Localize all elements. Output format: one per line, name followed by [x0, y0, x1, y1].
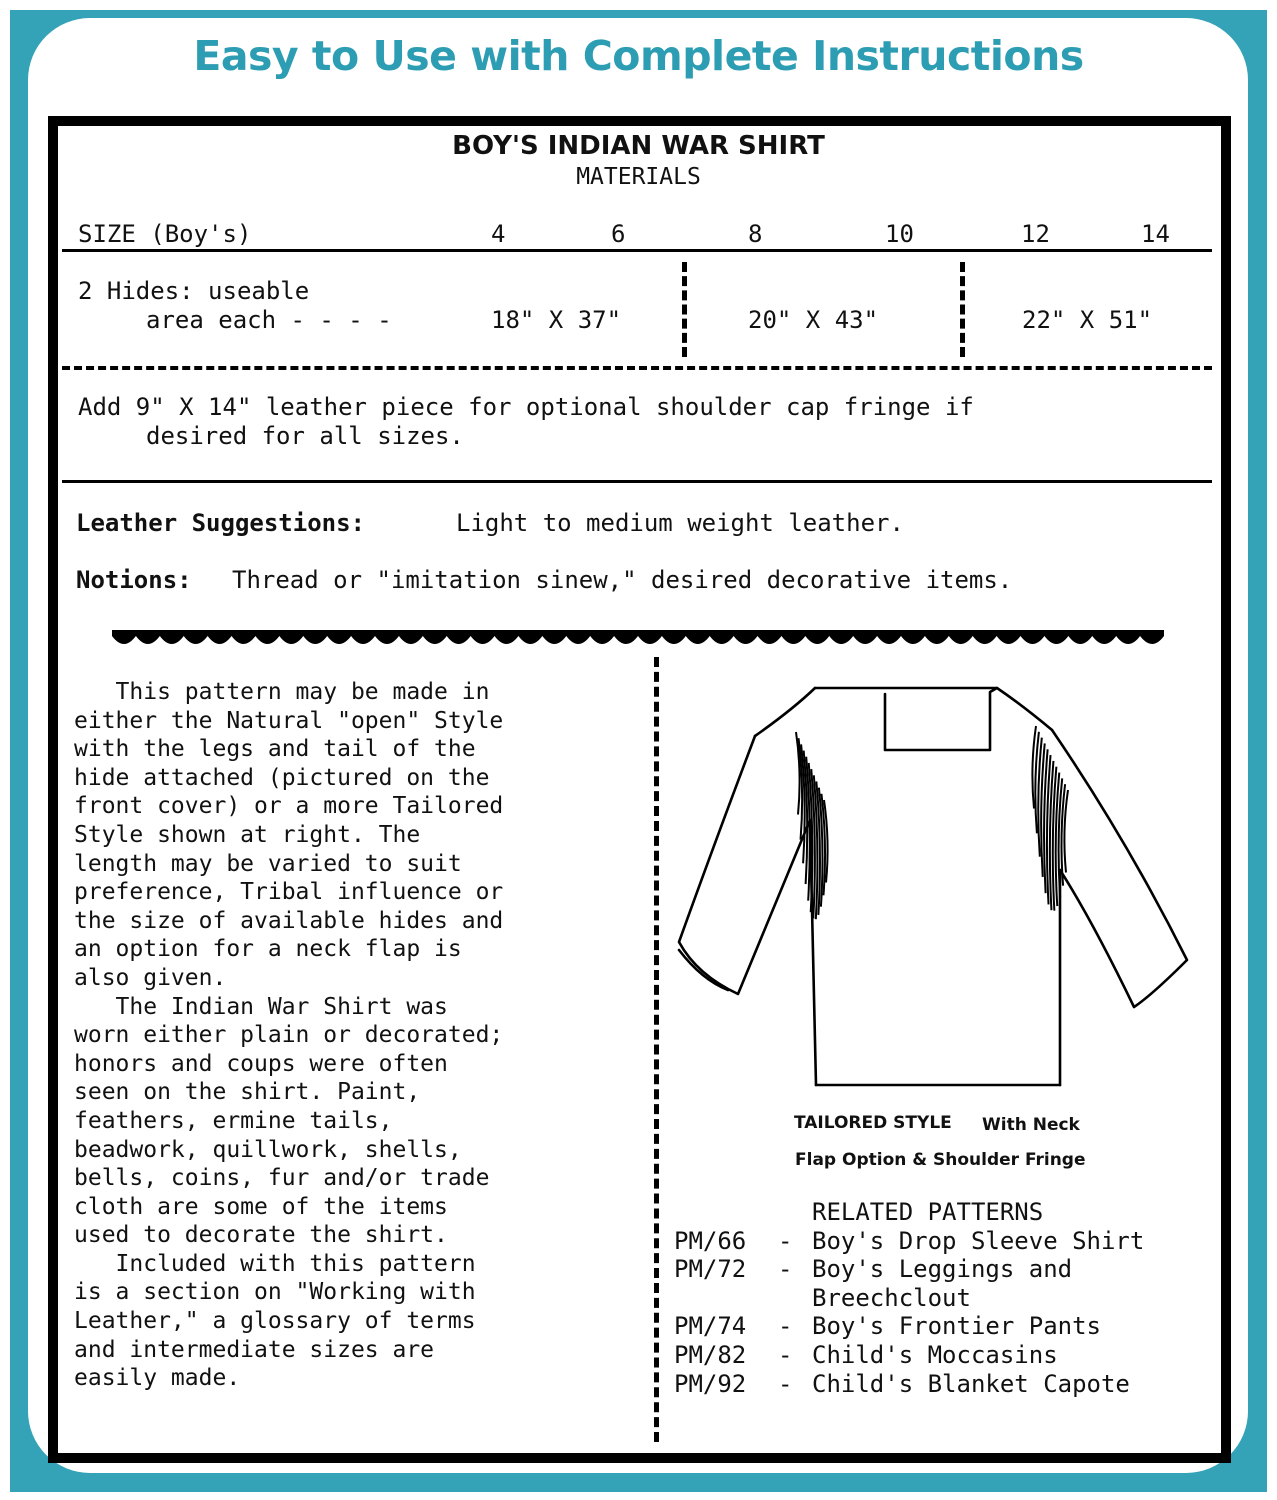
related-name: Boy's Drop Sleeve Shirt [812, 1227, 1145, 1255]
notions-label: Notions: [76, 566, 192, 594]
related-name: Child's Blanket Capote [812, 1370, 1130, 1398]
description-line: preference, Tribal influence or [74, 879, 504, 906]
description-line: seen on the shirt. Paint, [74, 1079, 421, 1106]
size-10: 10 [885, 220, 914, 248]
description-line: an option for a neck flap is [74, 936, 462, 963]
card-subtitle: MATERIALS [576, 164, 701, 190]
description-line: with the legs and tail of the [74, 736, 476, 763]
add-note-2: desired for all sizes. [146, 422, 464, 450]
description-line: The Indian War Shirt was [74, 993, 448, 1020]
description-line: cloth are some of the items [74, 1193, 448, 1220]
description-line: is a section on "Working with [74, 1279, 476, 1306]
illustration-caption-3: Flap Option & Shoulder Fringe [795, 1150, 1086, 1170]
description-line: length may be varied to suit [74, 850, 462, 877]
description-line: Leather," a glossary of terms [74, 1308, 476, 1335]
related-dash: - [778, 1312, 793, 1340]
notions-text: Thread or "imitation sinew," desired decorative items. [232, 566, 1013, 594]
related-code: PM/82 [674, 1341, 747, 1369]
leather-text: Light to medium weight leather. [456, 509, 904, 537]
size-14: 14 [1141, 220, 1170, 248]
scalloped-divider [112, 628, 1164, 652]
related-name: Breechclout [812, 1284, 971, 1312]
description-line: feathers, ermine tails, [74, 1107, 393, 1134]
related-code: PM/66 [674, 1227, 747, 1255]
illustration-caption-2: With Neck [982, 1115, 1080, 1135]
description-line: also given. [74, 964, 227, 991]
headline: Easy to Use with Complete Instructions [193, 32, 1084, 80]
description-text [74, 678, 641, 1393]
description-line: and intermediate sizes are [74, 1336, 435, 1363]
related-dash: - [778, 1227, 793, 1255]
size-6: 6 [611, 220, 626, 248]
related-code: PM/72 [674, 1255, 747, 1283]
hide-area-small: 18" X 37" [491, 306, 622, 334]
description-line: Included with this pattern [74, 1250, 476, 1277]
hides-label-2: area each - - - - [146, 306, 392, 334]
illustration-caption: TAILORED STYLE [794, 1113, 952, 1133]
description-line: Style shown at right. The [74, 821, 421, 848]
size-12: 12 [1021, 220, 1050, 248]
related-heading: RELATED PATTERNS [812, 1198, 1044, 1226]
description-line: worn either plain or decorated; [74, 1022, 504, 1049]
related-name: Boy's Leggings and [812, 1255, 1073, 1283]
size-row-rule [62, 249, 1212, 252]
description-line: honors and coups were often [74, 1050, 448, 1077]
description-line: bells, coins, fur and/or trade [74, 1165, 490, 1192]
size-divider-2 [960, 262, 965, 357]
add-note: Add 9" X 14" leather piece for optional shoulder cap fringe if [78, 393, 974, 421]
description-line: front cover) or a more Tailored [74, 793, 504, 820]
description-line: the size of available hides and [74, 907, 504, 934]
related-code: PM/74 [674, 1312, 747, 1340]
size-8: 8 [748, 220, 763, 248]
related-dash: - [778, 1370, 793, 1398]
description-line: either the Natural "open" Style [74, 707, 504, 734]
leather-label: Leather Suggestions: [76, 509, 365, 537]
description-line: used to decorate the shirt. [74, 1222, 448, 1249]
war-shirt-illustration [672, 680, 1197, 1095]
related-dash: - [778, 1341, 793, 1369]
size-4: 4 [491, 220, 506, 248]
hide-area-medium: 20" X 43" [748, 306, 879, 334]
size-label: SIZE (Boy's) [78, 220, 252, 248]
description-line: This pattern may be made in [74, 679, 490, 705]
related-code: PM/92 [674, 1370, 747, 1398]
column-divider [654, 657, 659, 1442]
description-line: hide attached (pictured on the [74, 764, 490, 791]
hides-row-rule [62, 366, 1212, 370]
description-line: beadwork, quillwork, shells, [74, 1136, 462, 1163]
card-title: BOY'S INDIAN WAR SHIRT [452, 131, 825, 161]
fringe-strand [1064, 790, 1068, 873]
related-name: Boy's Frontier Pants [812, 1312, 1101, 1340]
size-divider-1 [682, 262, 687, 357]
note-rule [62, 480, 1212, 483]
hides-label: 2 Hides: useable [78, 277, 310, 305]
description-line: easily made. [74, 1365, 241, 1392]
hide-area-large: 22" X 51" [1022, 306, 1153, 334]
related-name: Child's Moccasins [812, 1341, 1058, 1369]
related-dash: - [778, 1255, 793, 1283]
